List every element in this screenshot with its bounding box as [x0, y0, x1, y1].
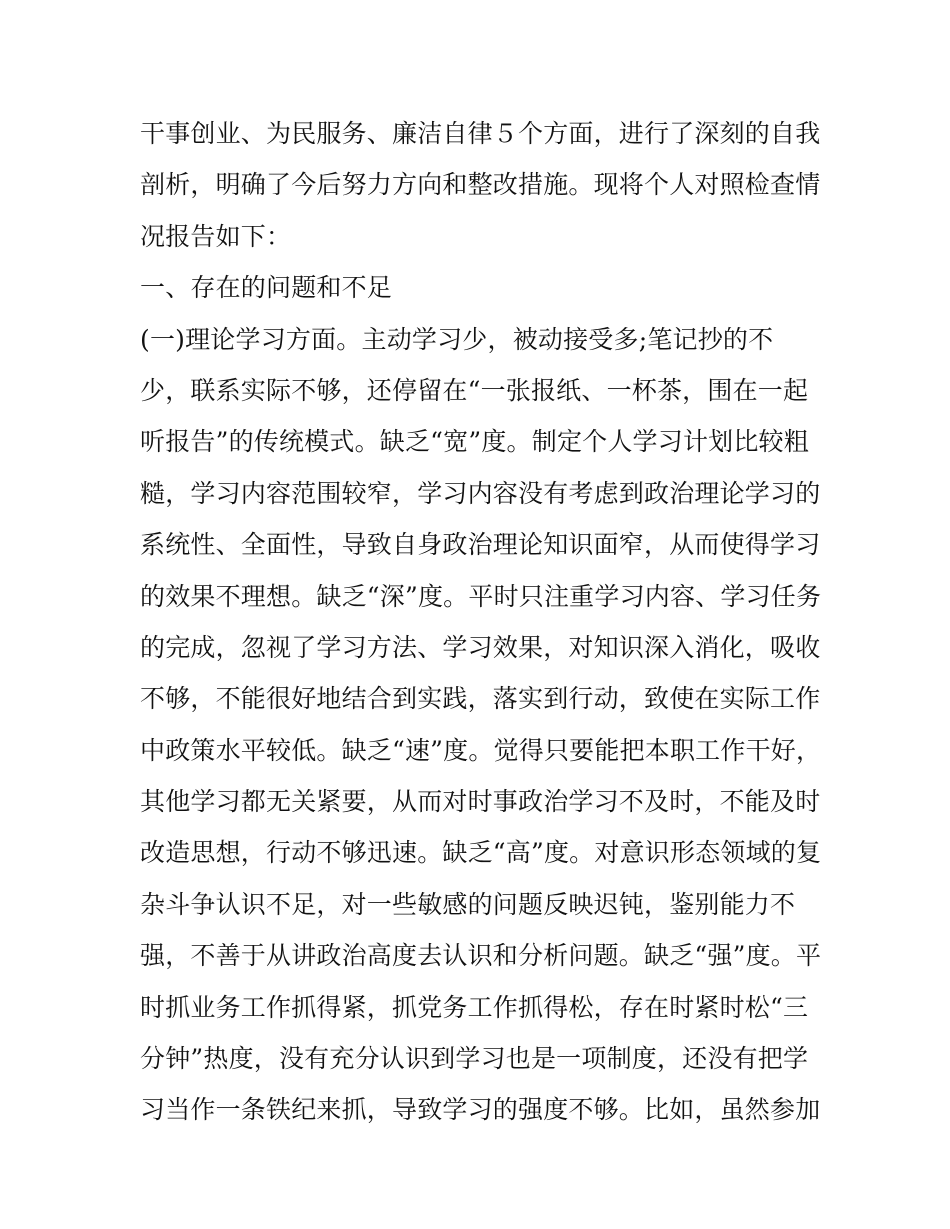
section-heading: 一、存在的问题和不足	[140, 273, 393, 303]
text-line: 中政策水平较低。缺乏“速”度。觉得只要能把本职工作干好，	[140, 735, 822, 765]
text-line: (一)理论学习方面。主动学习少，被动接受多;笔记抄的不	[140, 324, 774, 354]
text-line: 的效果不理想。缺乏“深”度。平时只注重学习内容、学习任务	[140, 581, 822, 611]
text-line: 杂斗争认识不足，对一些敏感的问题反映迟钝，鉴别能力不	[140, 889, 796, 919]
text-line: 糙，学习内容范围较窄，学习内容没有考虑到政治理论学习的	[140, 478, 821, 508]
text-line: 干事创业、为民服务、廉洁自律５个方面，进行了深刻的自我	[140, 119, 821, 148]
text-line: 其他学习都无关紧要，从而对时事政治学习不及时，不能及时	[140, 787, 821, 817]
text-line: 分钟”热度，没有充分认识到学习也是一项制度，还没有把学	[140, 1044, 809, 1074]
text-line: 听报告”的传统模式。缺乏“宽”度。制定个人学习计划比较粗	[140, 427, 809, 457]
text-line: 系统性、全面性，导致自身政治理论知识面窄，从而使得学习	[140, 530, 821, 560]
body-text	[140, 108, 820, 1136]
text-line: 时抓业务工作抓得紧，抓党务工作抓得松，存在时紧时松“三	[140, 992, 809, 1022]
text-line: 少，联系实际不够，还停留在“一张报纸、一杯茶，围在一起	[140, 375, 809, 405]
text-line: 的完成，忽视了学习方法、学习效果，对知识深入消化，吸收	[140, 632, 821, 662]
text-line: 况报告如下：	[140, 221, 292, 251]
text-line: 不够，不能很好地结合到实践，落实到行动，致使在实际工作	[140, 684, 821, 714]
text-line: 习当作一条铁纪来抓，导致学习的强度不够。比如，虽然参加	[140, 1095, 821, 1125]
text-line: 强，不善于从讲政治高度去认识和分析问题。缺乏“强”度。平	[140, 941, 822, 971]
text-line: 剖析，明确了今后努力方向和整改措施。现将个人对照检查情	[140, 170, 821, 200]
text-line: 改造思想，行动不够迅速。缺乏“高”度。对意识形态领域的复	[140, 838, 822, 868]
